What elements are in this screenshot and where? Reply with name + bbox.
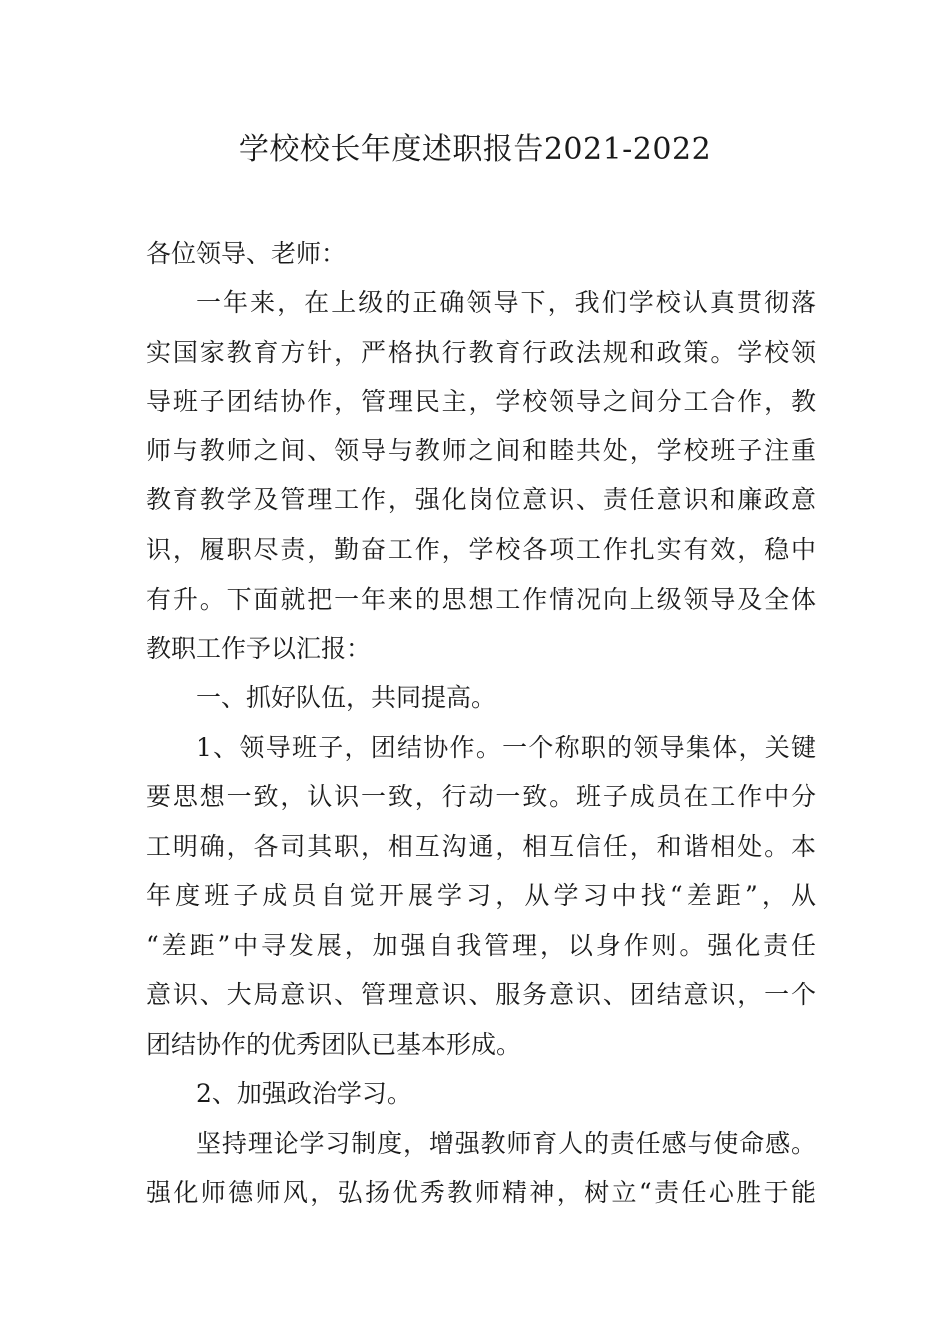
- paragraph-line: 有升。下面就把一年来的思想工作情况向上级领导及全体: [146, 585, 816, 614]
- paragraph-line: 1、领导班子，团结协作。一个称职的领导集体，关键: [196, 733, 816, 762]
- paragraph-line: 强化师德师风，弘扬优秀教师精神，树立“责任心胜于能: [146, 1178, 816, 1207]
- paragraph-line: 教育教学及管理工作，强化岗位意识、责任意识和廉政意: [146, 485, 816, 514]
- paragraph-line: 年度班子成员自觉开展学习，从学习中找“差距”，从: [146, 881, 816, 910]
- paragraph-line: 教职工作予以汇报：: [146, 634, 372, 663]
- paragraph-line: 坚持理论学习制度，增强教师育人的责任感与使命感。: [196, 1129, 816, 1158]
- paragraph-line: 意识、大局意识、管理意识、服务意识、团结意识，一个: [146, 980, 816, 1009]
- paragraph-line: 要思想一致，认识一致，行动一致。班子成员在工作中分: [146, 782, 816, 811]
- paragraph-line: 识，履职尽责，勤奋工作，学校各项工作扎实有效，稳中: [146, 535, 816, 564]
- paragraph-line: 导班子团结协作，管理民主，学校领导之间分工合作，教: [146, 387, 816, 416]
- document-title: 学校校长年度述职报告2021-2022: [238, 132, 712, 167]
- section-heading: 一、抓好队伍，共同提高。: [196, 683, 497, 712]
- paragraph-line: 团结协作的优秀团队已基本形成。: [146, 1030, 522, 1059]
- salutation: 各位领导、老师：: [146, 239, 347, 268]
- paragraph-line: 实国家教育方针，严格执行教育行政法规和政策。学校领: [146, 338, 816, 367]
- paragraph-line: 师与教师之间、领导与教师之间和睦共处，学校班子注重: [146, 436, 816, 465]
- paragraph-line: “差距”中寻发展，加强自我管理，以身作则。强化责任: [146, 931, 816, 960]
- paragraph-line: 一年来，在上级的正确领导下，我们学校认真贯彻落: [196, 288, 816, 317]
- subsection-heading: 2、加强政治学习。: [196, 1079, 412, 1108]
- paragraph-line: 工明确，各司其职，相互沟通，相互信任，和谐相处。本: [146, 832, 816, 861]
